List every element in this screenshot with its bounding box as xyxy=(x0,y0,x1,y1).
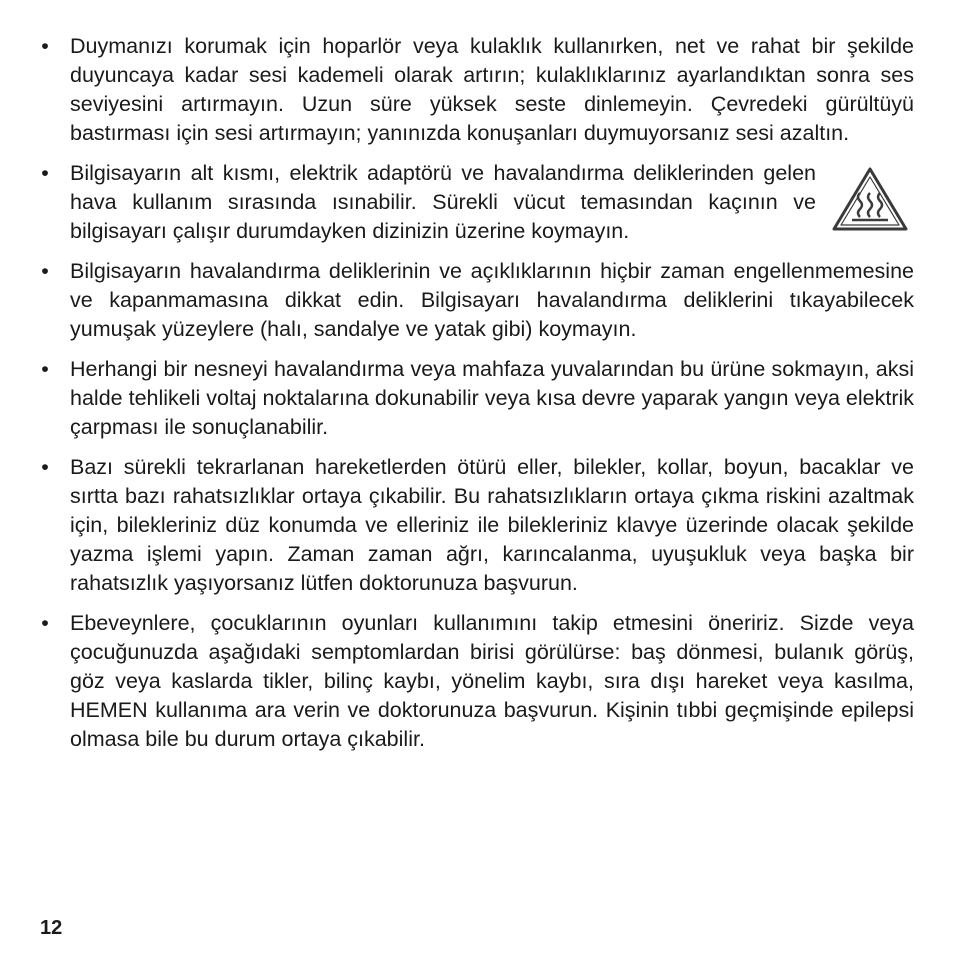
bullet-marker: • xyxy=(41,611,49,635)
bullet-marker: • xyxy=(41,259,49,283)
bullet-item-objects xyxy=(38,355,914,442)
hot-surface-warning-icon xyxy=(830,163,910,235)
bullet-item-ventilation xyxy=(38,257,914,344)
bullet-text: Bilgisayarın alt kısmı, elektrik adaptörü ve havalandırma deliklerinden gelen hava kullanım sırasında ısınabilir. Sürekli vücut temasından kaçının ve bilgisayarı çalışır durumdayken dizinizin üzerine koymayın. xyxy=(70,161,816,243)
bullet-item-ergonomics xyxy=(38,453,914,598)
bullet-marker: • xyxy=(41,455,49,479)
page-number: 12 xyxy=(40,917,63,939)
bullet-text: Ebeveynlere, çocuklarının oyunları kullanımını takip etmesini öneririz. Sizde veya çocuğunuzda aşağıdaki semptomlardan birisi görülürse: baş dönmesi, bulanık görüş, göz veya kaslarda tikler, bilinç kaybı, yönelim kaybı, sıra dışı hareket veya kasılma, HEMEN kullanıma ara verin ve doktorunuza başvurun. Kişinin tıbbi geçmişinde epilepsi olmasa bile bu durum ortaya çıkabilir. xyxy=(70,611,914,751)
bullet-text: Bazı sürekli tekrarlanan hareketlerden ötürü eller, bilekler, kollar, boyun, bacaklar ve sırtta bazı rahatsızlıklar ortaya çıkabilir. Bu rahatsızlıkların ortaya çıkma riskini azaltmak için, bilekleriniz düz konumda ve elleriniz ile bilekleriniz klavye üzerinde olacak şekilde yazma işlemi yapın. Zaman zaman ağrı, karıncalanma, uyuşukluk veya başka bir rahatsızlık yaşıyorsanız lütfen doktorunuza başvurun. xyxy=(70,455,914,595)
bullet-text: Herhangi bir nesneyi havalandırma veya mahfaza yuvalarından bu ürüne sokmayın, aksi halde tehlikeli voltaj noktalarına dokunabilir veya kısa devre yaparak yangın veya elektrik çarpması ile sonuçlanabilir. xyxy=(70,357,914,439)
bullet-text: Bilgisayarın havalandırma deliklerinin ve açıklıklarının hiçbir zaman engellenmemesine ve kapanmamasına dikkat edin. Bilgisayarı havalandırma deliklerini tıkayabilecek yumuşak yüzeylere (halı, sandalye ve yatak gibi) koymayın. xyxy=(70,259,914,341)
bullet-item-epilepsy xyxy=(38,609,914,754)
bullet-marker: • xyxy=(41,161,49,185)
bullet-marker: • xyxy=(41,357,49,381)
bullet-text: Duymanızı korumak için hoparlör veya kulaklık kullanırken, net ve rahat bir şekilde duyuncaya kadar sesi kademeli olarak artırın; kulaklıklarınız ayarlandıktan sonra ses seviyesini artırmayın. Uzun süre yüksek seste dinlemeyin. Çevredeki gürültüyü bastırması için sesi artırmayın; yanınızda konuşanları duymuyorsanız sesi azaltın. xyxy=(70,34,914,145)
bullet-item-hearing xyxy=(38,32,914,148)
bullet-marker: • xyxy=(41,34,49,58)
bullet-item-heat xyxy=(38,159,914,246)
bullet-list xyxy=(38,32,914,765)
